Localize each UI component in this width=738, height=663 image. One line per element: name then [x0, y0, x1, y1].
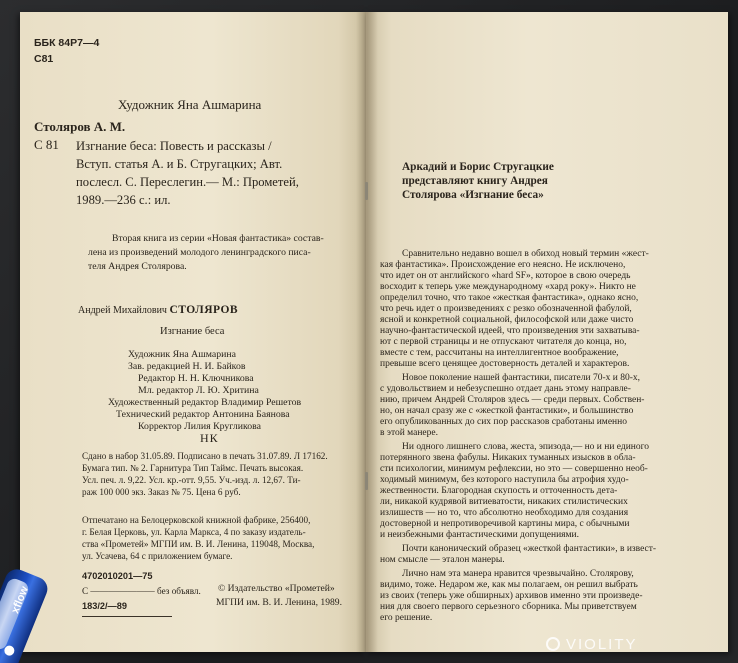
- paragraph-line: излишеств — но то, что абсолютно необходимо для создания: [380, 508, 629, 518]
- paragraph-line: ния для своего первого серьезного сборника. Мы приветствуем: [380, 602, 637, 612]
- paragraph-line: в этой манере.: [380, 428, 438, 438]
- catalog-line: 1989.—236 с.: ил.: [76, 193, 171, 207]
- paragraph-line: ясной и конкретной социальной, философской или даже чисто: [380, 315, 634, 325]
- paragraph-line: научно-фантастической идеей, что произведения эти захватыва-: [380, 326, 640, 336]
- paragraph-line: определил точно, что такое «жесткая фантастика», однако ясно,: [380, 293, 639, 303]
- paragraph-line: восходит к теперь уже международному «хард року». Никто не: [380, 282, 636, 292]
- paragraph-line: Ни одного лишнего слова, жеста, эпизода,— но и ни единого: [402, 442, 650, 452]
- print-data-line: Усл. печ. л. 9,22. Усл. кр.-отт. 9,55. Уч.-изд. л. 12,67. Ти-: [82, 475, 301, 485]
- paragraph-line: сти психологии, минимум рефлексии, но это — совершенно необ-: [380, 464, 648, 474]
- paragraph-line: нию, причем Андрей Столяров здесь — среди первых. Собствен-: [380, 395, 645, 405]
- imprint-author-family: СТОЛЯРОВ: [169, 304, 239, 316]
- paragraph-line: превыше всего ценящее достоверность деталей и характеров.: [380, 359, 630, 369]
- nk-mark: НК: [200, 431, 219, 445]
- paragraph-line: достоверной и непротиворечивой картины мира, с обычными: [380, 519, 630, 529]
- paragraph-line: Сравнительно недавно вошел в обиход новый термин «жест-: [402, 249, 649, 259]
- paragraph-line: ли, никакой кудрявой витиеватости, никаких стилистических: [380, 497, 628, 507]
- paragraph-line: из своих (теперь уже обширных) архивов именно эти произведе-: [380, 591, 643, 601]
- watermark-logo-icon: [546, 637, 560, 651]
- pen-brand-label: xflow: [9, 584, 31, 616]
- isbn-line: 183/2/—89: [82, 601, 127, 611]
- printer-line: ства «Прометей» МГПИ им. В. И. Ленина, 119048, Москва,: [82, 539, 315, 549]
- imprint-author: [78, 305, 238, 317]
- paragraph-line: с удовольствием и небезуспешно отдает дань этому направле-: [380, 384, 631, 394]
- paragraph-line: ходимый минимум, без которого наступила бы атрофия худо-: [380, 475, 629, 485]
- bbk-code: ББК 84Р7—4: [34, 37, 100, 49]
- isbn-code: 4702010201—75: [82, 571, 153, 581]
- copyright-line: МГПИ им. В. И. Ленина, 1989.: [216, 597, 342, 608]
- paragraph-line: видимо, тоже. Недаром же, как мы полагаем, он решил выбрать: [380, 580, 638, 590]
- pen-logo-dot: [3, 644, 16, 657]
- open-book: [20, 12, 728, 660]
- artist-line: Художник Яна Ашмарина: [118, 97, 262, 112]
- catalog-line: послесл. С. Переслегин.— М.: Прометей,: [76, 175, 299, 189]
- credit-line: Художественный редактор Владимир Решетов: [108, 397, 302, 408]
- catalog-line: Вступ. статья А. и Б. Стругацких; Авт.: [76, 157, 283, 171]
- print-data-line: раж 100 000 экз. Заказ № 75. Цена 6 руб.: [82, 487, 241, 497]
- paragraph-line: жественности. Благородная скупость и отточенность дета-: [380, 486, 618, 496]
- printer-line: ул. Усачева, 64 с приложением бумаге.: [82, 551, 233, 561]
- book-spine-shadow: [356, 12, 378, 652]
- catalog-author: Столяров А. М.: [34, 119, 126, 134]
- paragraph-line: потерянного звена фабулы. Никаких туманных изысков в обла-: [380, 453, 636, 463]
- paragraph-line: его опубликованных до сих пор рассказов сработаны именно: [380, 417, 627, 427]
- print-data-line: Сдано в набор 31.05.89. Подписано в печать 31.07.89. Л 17162.: [82, 451, 328, 461]
- credit-line: Редактор Н. Н. Ключникова: [138, 373, 254, 384]
- credit-line: Художник Яна Ашмарина: [128, 349, 237, 360]
- intro-line: Столярова «Изгнание беса»: [402, 189, 544, 201]
- paragraph-line: его решение.: [380, 613, 433, 623]
- paragraph-line: что речь идет о произведениях с резко обозначенной фабулой,: [380, 304, 632, 314]
- credit-line: Корректор Лилия Кругликова: [138, 421, 261, 432]
- copyright-line: © Издательство «Прометей»: [218, 583, 335, 594]
- credit-line: Зав. редакцией Н. И. Байков: [128, 361, 246, 372]
- catalog-index: С 81: [34, 137, 59, 152]
- paragraph-line: ном смысле — эталон манеры.: [380, 555, 505, 565]
- paragraph-line: Лично нам эта манера нравится чрезвычайно. Столярову,: [402, 569, 634, 579]
- isbn-rule: [82, 616, 172, 617]
- paragraph-line: ют с первой страницы и не отпускают читателя до конца, но,: [380, 337, 627, 347]
- author-mark: С81: [34, 53, 54, 65]
- isbn-line: С ——————— без объявл.: [82, 586, 201, 596]
- paragraph-line: вместе с тем, рассчитаны на интеллигентное воображение,: [380, 348, 619, 358]
- paragraph-line: что идет он от английского «hard SF», которое в свою очередь: [380, 271, 631, 281]
- right-page: [366, 12, 728, 652]
- print-data-line: Бумага тип. № 2. Гарнитура Тип Таймс. Печать высокая.: [82, 463, 304, 473]
- paragraph-line: кая фантастика». Происхождение его неясно. Не исключено,: [380, 260, 626, 270]
- paragraph-line: и неизбежными фантастическими допущениями.: [380, 530, 579, 540]
- paragraph-line: Новое поколение нашей фантастики, писатели 70-х и 80-х,: [402, 373, 641, 383]
- imprint-title: Изгнание беса: [160, 326, 225, 337]
- imprint-author-given: Андрей Михайлович: [78, 305, 167, 316]
- credit-line: Технический редактор Антонина Баянова: [116, 409, 290, 420]
- annotation-line: теля Андрея Столярова.: [88, 261, 187, 272]
- intro-line: представляют книгу Андрея: [402, 175, 548, 187]
- paragraph-line: Почти канонический образец «жесткой фантастики», в извест-: [402, 544, 657, 554]
- credit-line: Мл. редактор Л. Ю. Хритина: [138, 385, 259, 396]
- intro-line: Аркадий и Борис Стругацкие: [402, 161, 554, 173]
- left-page: [20, 12, 366, 652]
- staple: [365, 472, 368, 490]
- paragraph-line: но, он начал сразу же с «жесткой фантастики», и большинство: [380, 406, 634, 416]
- printer-line: Отпечатано на Белоцерковской книжной фабрике, 256400,: [82, 515, 311, 525]
- annotation-line: Вторая книга из серии «Новая фантастика» состав-: [112, 233, 324, 244]
- annotation-line: лена из произведений молодого ленинградского писа-: [88, 247, 311, 258]
- printer-line: г. Белая Церковь, ул. Карла Маркса, 4 по заказу издатель-: [82, 527, 306, 537]
- staple: [365, 182, 368, 200]
- catalog-line: Изгнание беса: Повесть и рассказы /: [76, 139, 272, 153]
- watermark-text: VIOLITY: [566, 636, 638, 653]
